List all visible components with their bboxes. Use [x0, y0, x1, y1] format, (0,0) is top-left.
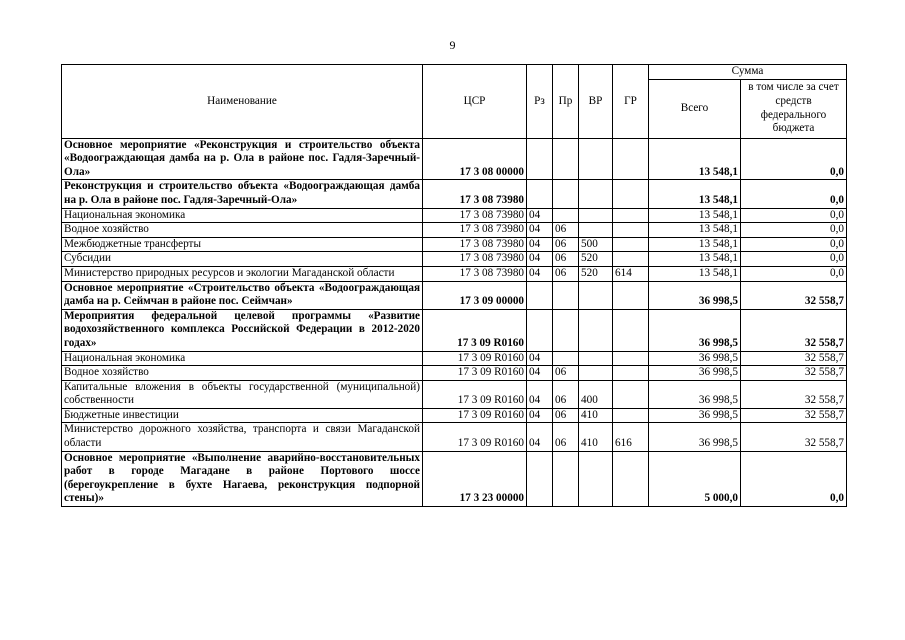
cell-name: Национальная экономика — [62, 208, 423, 223]
table-row — [62, 423, 847, 451]
cell-federal: 0,0 — [741, 252, 847, 267]
cell-csr: 17 3 09 R0160 — [423, 423, 527, 451]
cell-gr — [613, 223, 649, 238]
cell-name: Национальная экономика — [62, 351, 423, 366]
cell-gr — [613, 408, 649, 423]
cell-rz — [527, 451, 553, 506]
cell-gr — [613, 380, 649, 408]
cell-csr: 17 3 08 73980 — [423, 266, 527, 281]
cell-vr: 500 — [579, 237, 613, 252]
cell-name: Министерство дорожного хозяйства, транспорта и связи Магаданской области — [62, 423, 423, 451]
cell-federal: 0,0 — [741, 208, 847, 223]
cell-pr — [553, 451, 579, 506]
header-rz: Рз — [527, 65, 553, 139]
cell-rz: 04 — [527, 266, 553, 281]
table-row — [62, 309, 847, 351]
cell-federal: 32 558,7 — [741, 408, 847, 423]
table-body — [62, 138, 847, 506]
table-row — [62, 208, 847, 223]
cell-rz: 04 — [527, 366, 553, 381]
cell-pr: 06 — [553, 423, 579, 451]
cell-pr — [553, 138, 579, 180]
cell-csr: 17 3 09 R0160 — [423, 351, 527, 366]
cell-csr: 17 3 08 73980 — [423, 180, 527, 208]
cell-name: Мероприятия федеральной целевой программы «Развитие водохозяйственного комплекса Российской Федерации в 2012-2020 годах» — [62, 309, 423, 351]
cell-csr: 17 3 09 R0160 — [423, 408, 527, 423]
cell-vr — [579, 351, 613, 366]
cell-pr — [553, 208, 579, 223]
header-vr: ВР — [579, 65, 613, 139]
cell-vr: 520 — [579, 266, 613, 281]
cell-rz: 04 — [527, 423, 553, 451]
cell-rz: 04 — [527, 252, 553, 267]
table-header — [62, 65, 847, 139]
cell-federal: 0,0 — [741, 451, 847, 506]
cell-total: 13 548,1 — [649, 266, 741, 281]
cell-gr — [613, 366, 649, 381]
cell-rz — [527, 180, 553, 208]
page-number: 9 — [449, 38, 456, 52]
cell-csr: 17 3 08 73980 — [423, 208, 527, 223]
cell-csr: 17 3 09 R0160 — [423, 309, 527, 351]
cell-name: Основное мероприятие «Реконструкция и строительство объекта «Водоограждающая дамба на р. Ола в районе пос. Гадля-Заречный-Ола» — [62, 138, 423, 180]
cell-vr: 410 — [579, 423, 613, 451]
cell-rz: 04 — [527, 237, 553, 252]
table-row — [62, 451, 847, 506]
cell-csr: 17 3 08 73980 — [423, 237, 527, 252]
cell-gr — [613, 451, 649, 506]
cell-pr: 06 — [553, 408, 579, 423]
cell-name: Реконструкция и строительство объекта «Водоограждающая дамба на р. Ола в районе пос. Гадля-Заречный-Ола» — [62, 180, 423, 208]
table-row — [62, 180, 847, 208]
cell-total: 13 548,1 — [649, 180, 741, 208]
cell-name: Министерство природных ресурсов и экологии Магаданской области — [62, 266, 423, 281]
header-csr: ЦСР — [423, 65, 527, 139]
cell-name: Водное хозяйство — [62, 366, 423, 381]
cell-vr — [579, 451, 613, 506]
cell-pr: 06 — [553, 252, 579, 267]
cell-total: 13 548,1 — [649, 237, 741, 252]
cell-pr: 06 — [553, 223, 579, 238]
cell-total: 36 998,5 — [649, 408, 741, 423]
cell-total: 13 548,1 — [649, 208, 741, 223]
cell-vr — [579, 138, 613, 180]
cell-gr — [613, 138, 649, 180]
cell-name: Основное мероприятие «Выполнение аварийно-восстановительных работ в городе Магадане в районе Портового шоссе (берегоукрепление в бухте Нагаева, реконструкция подпорной стены)» — [62, 451, 423, 506]
budget-table — [61, 64, 847, 507]
cell-pr: 06 — [553, 380, 579, 408]
cell-gr — [613, 252, 649, 267]
cell-name: Основное мероприятие «Строительство объекта «Водоограждающая дамба на р. Сеймчан в районе пос. Сеймчан» — [62, 281, 423, 309]
cell-pr: 06 — [553, 266, 579, 281]
table-row — [62, 380, 847, 408]
cell-rz: 04 — [527, 408, 553, 423]
cell-name: Капитальные вложения в объекты государственной (муниципальной) собственности — [62, 380, 423, 408]
cell-federal: 32 558,7 — [741, 380, 847, 408]
table-row — [62, 351, 847, 366]
cell-pr — [553, 180, 579, 208]
header-federal: в том числе за счет средств федерального бюджета — [741, 79, 847, 138]
header-total: Всего — [649, 79, 741, 138]
cell-total: 5 000,0 — [649, 451, 741, 506]
cell-csr: 17 3 23 00000 — [423, 451, 527, 506]
cell-gr — [613, 281, 649, 309]
cell-gr — [613, 180, 649, 208]
cell-pr: 06 — [553, 237, 579, 252]
cell-gr — [613, 309, 649, 351]
cell-federal: 32 558,7 — [741, 281, 847, 309]
cell-federal: 0,0 — [741, 223, 847, 238]
table-row — [62, 266, 847, 281]
cell-rz: 04 — [527, 223, 553, 238]
header-pr: Пр — [553, 65, 579, 139]
cell-csr: 17 3 08 73980 — [423, 223, 527, 238]
cell-pr: 06 — [553, 366, 579, 381]
table-row — [62, 223, 847, 238]
table-row — [62, 138, 847, 180]
cell-rz: 04 — [527, 208, 553, 223]
cell-vr — [579, 223, 613, 238]
cell-gr — [613, 237, 649, 252]
cell-total: 36 998,5 — [649, 281, 741, 309]
cell-csr: 17 3 09 00000 — [423, 281, 527, 309]
cell-total: 13 548,1 — [649, 138, 741, 180]
cell-rz: 04 — [527, 380, 553, 408]
cell-rz — [527, 281, 553, 309]
cell-gr — [613, 351, 649, 366]
cell-vr: 410 — [579, 408, 613, 423]
header-name: Наименование — [62, 65, 423, 139]
cell-total: 36 998,5 — [649, 351, 741, 366]
cell-vr — [579, 180, 613, 208]
cell-gr — [613, 208, 649, 223]
cell-federal: 0,0 — [741, 266, 847, 281]
table-row — [62, 252, 847, 267]
cell-total: 13 548,1 — [649, 252, 741, 267]
cell-rz — [527, 309, 553, 351]
cell-total: 36 998,5 — [649, 366, 741, 381]
cell-total: 13 548,1 — [649, 223, 741, 238]
header-sum: Сумма — [649, 65, 847, 80]
cell-vr — [579, 281, 613, 309]
cell-csr: 17 3 09 R0160 — [423, 366, 527, 381]
table-row — [62, 237, 847, 252]
cell-vr: 520 — [579, 252, 613, 267]
cell-federal: 32 558,7 — [741, 366, 847, 381]
cell-gr: 616 — [613, 423, 649, 451]
cell-name: Бюджетные инвестиции — [62, 408, 423, 423]
cell-pr — [553, 351, 579, 366]
cell-rz: 04 — [527, 351, 553, 366]
cell-total: 36 998,5 — [649, 309, 741, 351]
table-row — [62, 366, 847, 381]
cell-pr — [553, 281, 579, 309]
cell-csr: 17 3 09 R0160 — [423, 380, 527, 408]
cell-federal: 32 558,7 — [741, 309, 847, 351]
cell-csr: 17 3 08 00000 — [423, 138, 527, 180]
cell-federal: 0,0 — [741, 180, 847, 208]
cell-vr: 400 — [579, 380, 613, 408]
cell-federal: 32 558,7 — [741, 351, 847, 366]
cell-pr — [553, 309, 579, 351]
cell-vr — [579, 309, 613, 351]
table-row — [62, 281, 847, 309]
cell-name: Межбюджетные трансферты — [62, 237, 423, 252]
table-row — [62, 408, 847, 423]
cell-name: Водное хозяйство — [62, 223, 423, 238]
cell-total: 36 998,5 — [649, 380, 741, 408]
cell-rz — [527, 138, 553, 180]
cell-vr — [579, 366, 613, 381]
cell-federal: 32 558,7 — [741, 423, 847, 451]
cell-federal: 0,0 — [741, 237, 847, 252]
header-gr: ГР — [613, 65, 649, 139]
cell-federal: 0,0 — [741, 138, 847, 180]
cell-gr: 614 — [613, 266, 649, 281]
cell-csr: 17 3 08 73980 — [423, 252, 527, 267]
cell-vr — [579, 208, 613, 223]
cell-total: 36 998,5 — [649, 423, 741, 451]
cell-name: Субсидии — [62, 252, 423, 267]
